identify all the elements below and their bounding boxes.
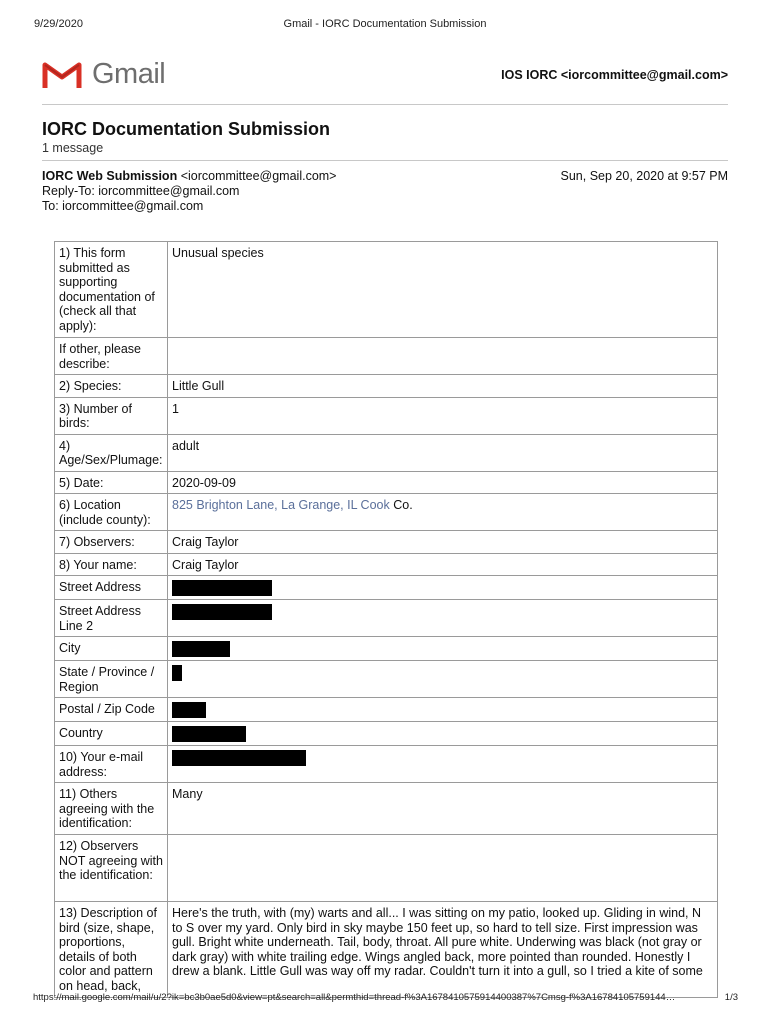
account-label: IOS IORC <iorcommittee@gmail.com> <box>501 68 728 82</box>
row-value <box>168 576 718 600</box>
page-number: 1/3 <box>724 992 738 1003</box>
table-row <box>55 746 718 783</box>
submission-form-table <box>54 241 718 998</box>
table-row <box>55 637 718 661</box>
print-date: 9/29/2020 <box>34 18 83 30</box>
row-value <box>168 338 718 375</box>
row-value: Unusual species <box>168 242 718 338</box>
to-line: To: iorcommittee@gmail.com <box>42 199 204 213</box>
table-row <box>55 531 718 554</box>
row-value: Many <box>168 783 718 835</box>
row-value <box>168 600 718 637</box>
gmail-logo <box>42 58 165 91</box>
message-date: Sun, Sep 20, 2020 at 9:57 PM <box>560 169 728 183</box>
redaction-block <box>172 641 230 657</box>
redaction-block <box>172 726 246 742</box>
table-row <box>55 553 718 576</box>
table-row <box>55 698 718 722</box>
location-map-link[interactable]: 825 Brighton Lane, La Grange, IL Cook <box>172 498 390 512</box>
table-row <box>55 722 718 746</box>
row-value <box>168 722 718 746</box>
row-label: 1) This form submitted as supporting documentation of (check all that apply): <box>55 242 168 338</box>
row-label: 13) Description of bird (size, shape, proportions, details of both color and pattern on head, back, <box>55 902 168 998</box>
table-row <box>55 338 718 375</box>
gmail-m-icon <box>42 60 82 90</box>
location-suffix: Co. <box>389 498 413 512</box>
row-label: Street Address <box>55 576 168 600</box>
message-count: 1 message <box>42 141 104 155</box>
row-value: Little Gull <box>168 375 718 398</box>
row-value <box>168 835 718 902</box>
row-value: 1 <box>168 397 718 434</box>
message-meta <box>42 169 336 214</box>
redaction-block <box>172 580 272 596</box>
print-title: Gmail - IORC Documentation Submission <box>283 18 487 30</box>
redaction-block <box>172 702 206 718</box>
row-value <box>168 661 718 698</box>
row-label: 8) Your name: <box>55 553 168 576</box>
row-label: 3) Number of birds: <box>55 397 168 434</box>
table-row <box>55 902 718 998</box>
table-row <box>55 835 718 902</box>
table-row <box>55 600 718 637</box>
table-row <box>55 783 718 835</box>
row-label: 7) Observers: <box>55 531 168 554</box>
row-label: 5) Date: <box>55 471 168 494</box>
row-label: City <box>55 637 168 661</box>
row-value <box>168 637 718 661</box>
subject-divider <box>42 160 728 161</box>
table-row <box>55 576 718 600</box>
row-label: Postal / Zip Code <box>55 698 168 722</box>
sender-line <box>42 169 336 184</box>
table-row <box>55 434 718 471</box>
reply-to: Reply-To: iorcommittee@gmail.com <box>42 184 240 198</box>
row-label: If other, please describe: <box>55 338 168 375</box>
row-label: State / Province / Region <box>55 661 168 698</box>
row-label: 10) Your e-mail address: <box>55 746 168 783</box>
table-row <box>55 375 718 398</box>
redaction-block <box>172 750 306 766</box>
row-value <box>168 746 718 783</box>
redaction-block <box>172 665 182 681</box>
row-label: 11) Others agreeing with the identification: <box>55 783 168 835</box>
redaction-block <box>172 604 272 620</box>
row-value: Craig Taylor <box>168 531 718 554</box>
gmail-wordmark: Gmail <box>92 58 166 90</box>
row-label: Country <box>55 722 168 746</box>
row-value <box>168 494 718 531</box>
print-url: https://mail.google.com/mail/u/2?ik=bc3b0ae5d0&view=pt&search=all&permthid=thread-f%3A1678410575914400387%7Cmsg-f%3A16784105759144… <box>33 992 676 1003</box>
row-value <box>168 698 718 722</box>
table-row <box>55 661 718 698</box>
row-value: Here's the truth, with (my) warts and all... I was sitting on my patio, looked up. Gliding in wind, N to S over my yard. Only bird in sky maybe 150 feet up, so hard to tell size. First impression was gull. Bright white underneath. Tail, body, throat. All pure white. Underwing was black (not gray or dark gray) with white trailing edge. Wings angled back, more pointed than rounded. Honestly I drew a blank. Little Gull was way off my radar. Couldn't turn it into a gull, so I tried a kite of some <box>168 902 718 998</box>
header-divider <box>42 104 728 105</box>
table-row <box>55 242 718 338</box>
row-value: Craig Taylor <box>168 553 718 576</box>
row-value: 2020-09-09 <box>168 471 718 494</box>
thread-subject: IORC Documentation Submission <box>42 119 331 139</box>
table-row <box>55 397 718 434</box>
row-label: 4) Age/Sex/Plumage: <box>55 434 168 471</box>
table-row <box>55 471 718 494</box>
row-label: Street Address Line 2 <box>55 600 168 637</box>
sender-email: <iorcommittee@gmail.com> <box>180 169 337 183</box>
row-label: 6) Location (include county): <box>55 494 168 531</box>
row-value: adult <box>168 434 718 471</box>
sender-name: IORC Web Submission <box>42 169 178 183</box>
row-label: 2) Species: <box>55 375 168 398</box>
table-row <box>55 494 718 531</box>
row-label: 12) Observers NOT agreeing with the identification: <box>55 835 168 902</box>
